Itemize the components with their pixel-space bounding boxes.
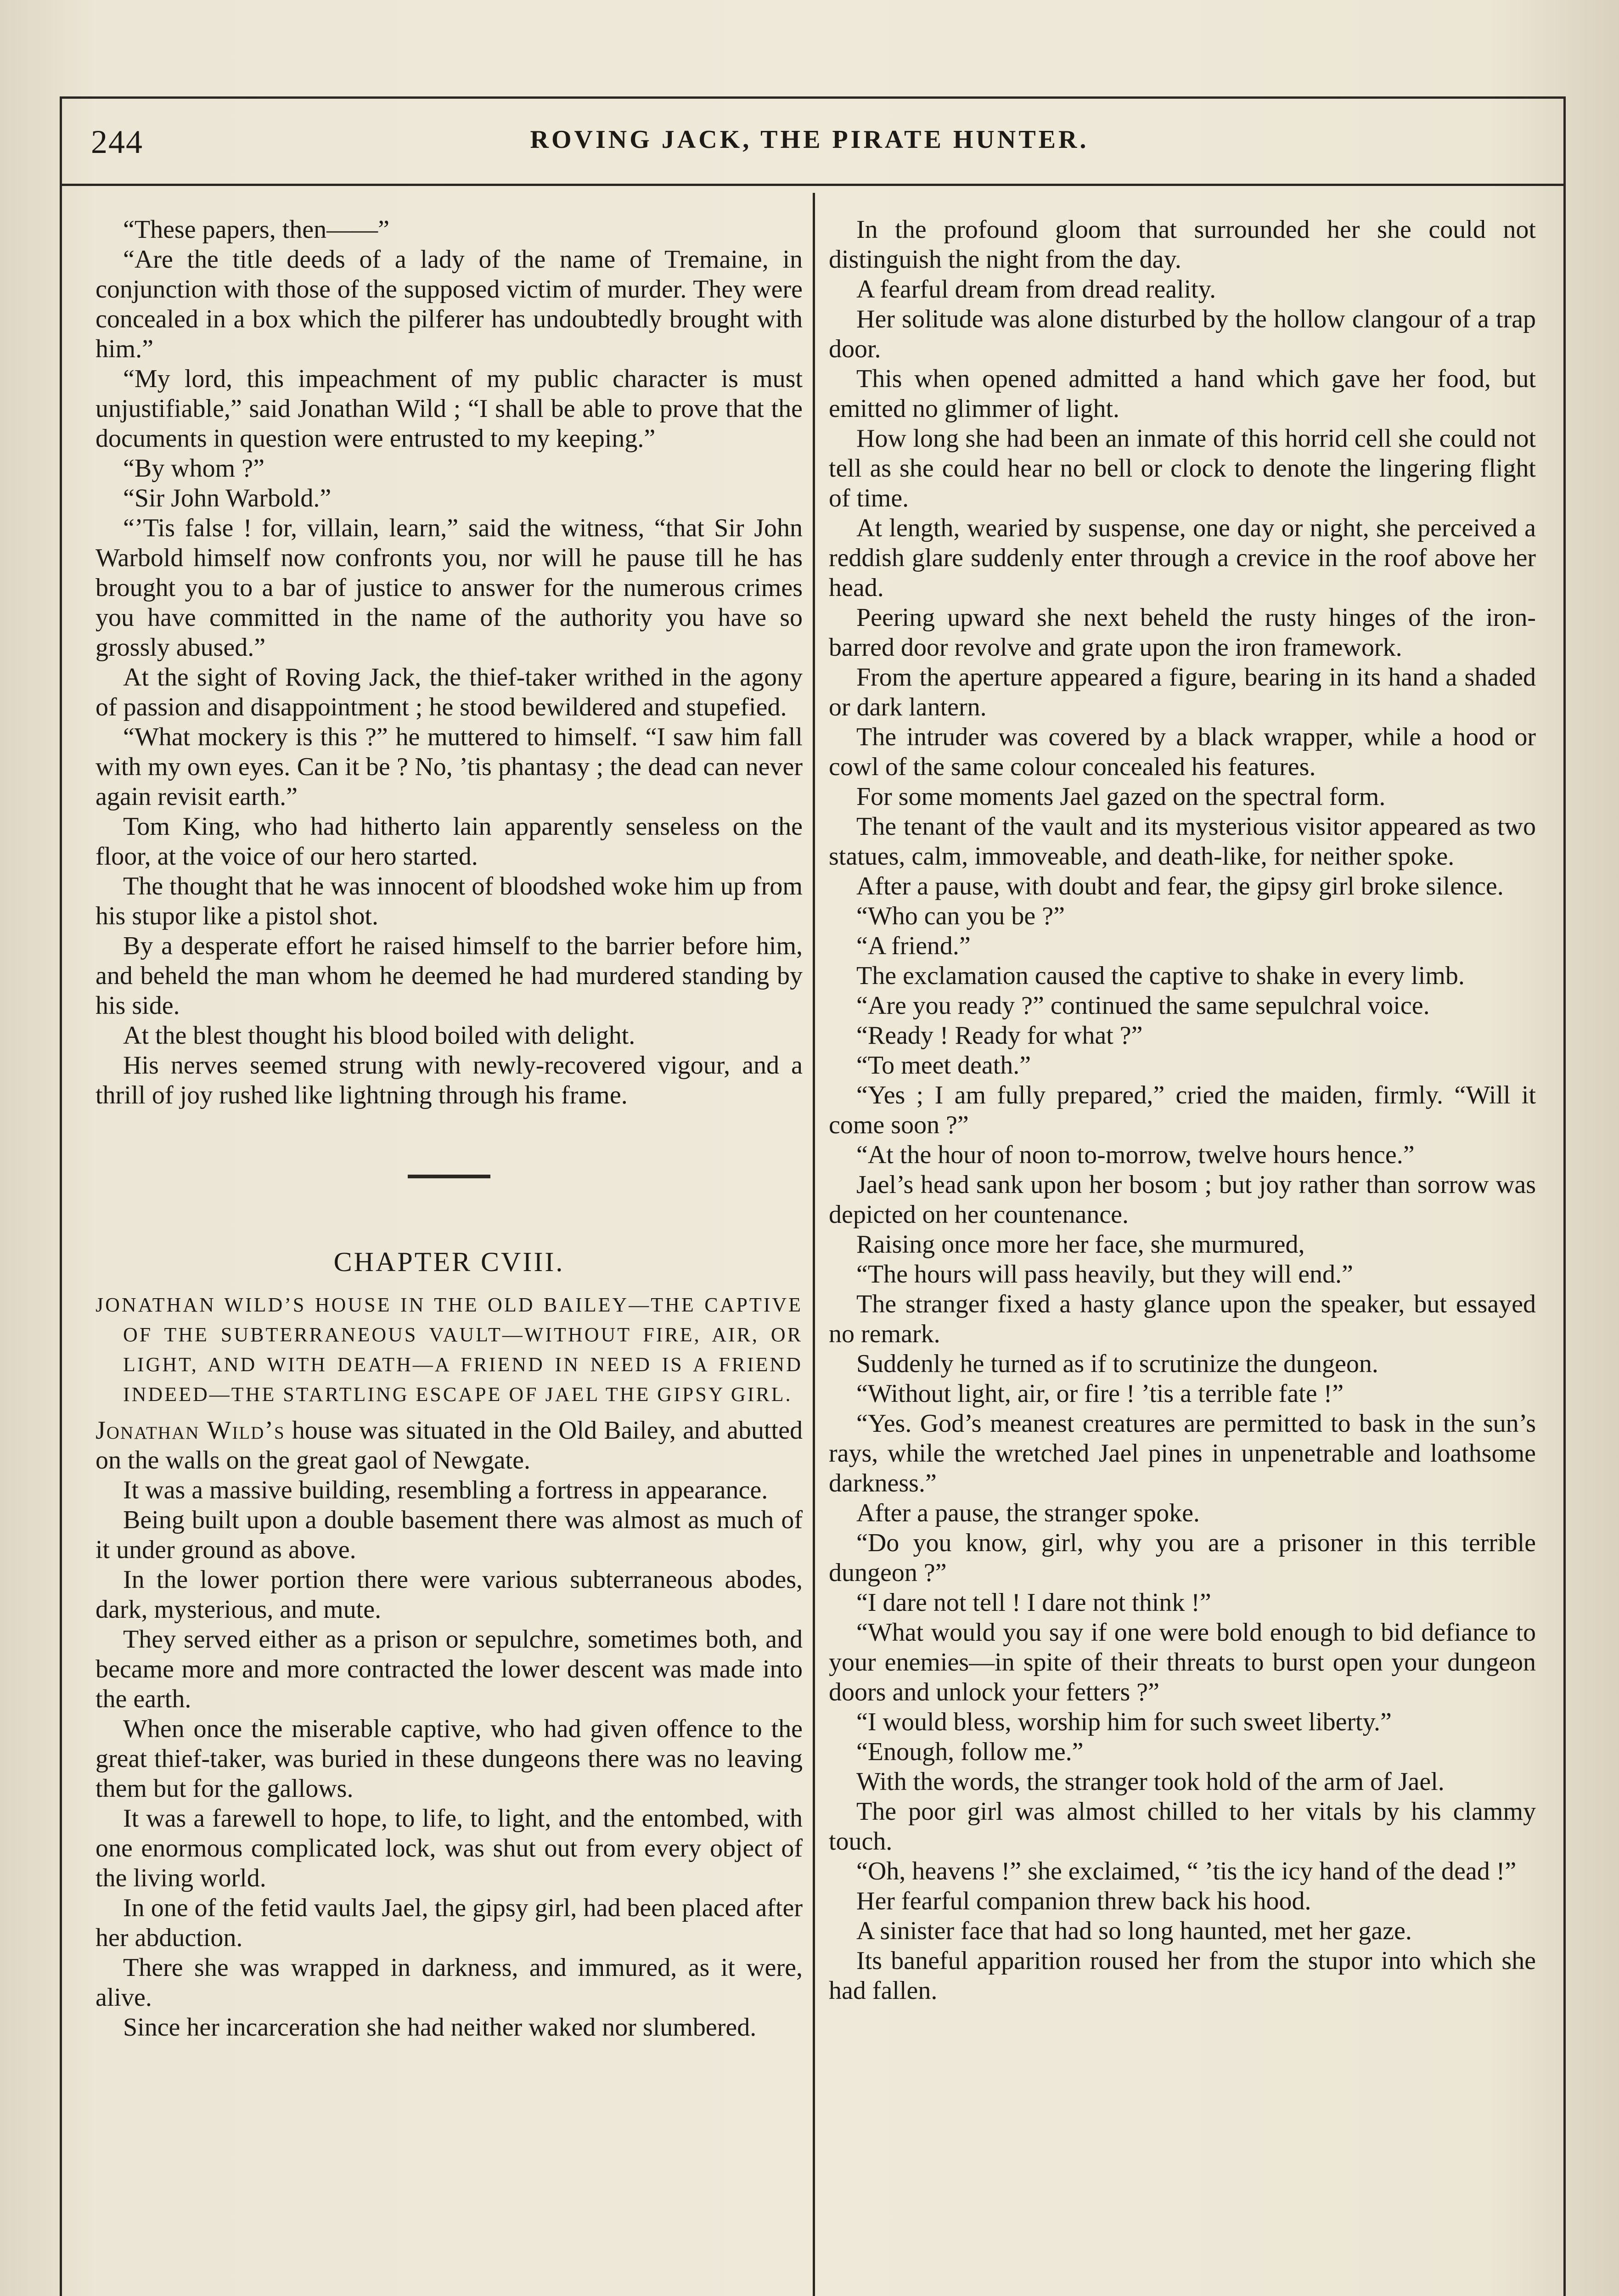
body-paragraph: The stranger fixed a hasty glance upon the speaker, but essayed no remark. <box>829 1290 1536 1348</box>
body-paragraph: Its baneful apparition roused her from the stupor into which she had fallen. <box>829 1947 1536 2005</box>
body-paragraph: At length, wearied by suspense, one day or night, she perceived a reddish glare suddenly enter through a crevice in the roof above her head. <box>829 514 1536 602</box>
body-paragraph: “At the hour of noon to-morrow, twelve hours hence.” <box>856 1141 1415 1169</box>
body-paragraph: “These papers, then——” <box>123 215 389 244</box>
right-column-text <box>829 215 1536 2006</box>
body-paragraph: “Yes ; I am fully prepared,” cried the maiden, firmly. “Will it come soon ?” <box>829 1081 1536 1139</box>
body-paragraph: “Who can you be ?” <box>856 902 1065 930</box>
running-title: ROVING JACK, THE PIRATE HUNTER. <box>530 125 1089 154</box>
chapter-opening-rest: house was situated in the Old Bailey, and abutted on the walls on the great gaol of Newgate. <box>96 1416 803 1474</box>
body-paragraph: The poor girl was almost chilled to her vitals by his clammy touch. <box>829 1797 1536 1856</box>
body-paragraph: Raising once more her face, she murmured, <box>856 1230 1305 1259</box>
body-paragraph: There she was wrapped in darkness, and immured, as it were, alive. <box>96 1953 803 2012</box>
header-rule <box>62 184 1563 186</box>
body-paragraph: “To meet death.” <box>856 1051 1031 1080</box>
body-paragraph: From the aperture appeared a figure, bearing in its hand a shaded or dark lantern. <box>829 663 1536 721</box>
body-paragraph: In one of the fetid vaults Jael, the gipsy girl, had been placed after her abduction. <box>96 1894 803 1952</box>
body-paragraph: “What mockery is this ?” he muttered to himself. “I saw him fall with my own eyes. Can it be ? No, ’tis phantasy ; the dead can never again revisit earth.” <box>96 723 803 811</box>
body-paragraph: “Enough, follow me.” <box>856 1738 1084 1766</box>
chapter-synopsis: JONATHAN WILD’S HOUSE IN THE OLD BAILEY—THE CAPTIVE OF THE SUBTERRANEOUS VAULT—WITHOUT FIRE, AIR, OR LIGHT, AND WITH DEATH—A FRIEND IN NEED IS A FRIEND INDEED—THE STARTLING ESCAPE OF JAEL THE GIPSY GIRL. <box>96 1294 803 1406</box>
body-paragraph: “I dare not tell ! I dare not think !” <box>856 1588 1211 1617</box>
section-break-rule <box>408 1175 490 1178</box>
body-paragraph: With the words, the stranger took hold of the arm of Jael. <box>856 1767 1445 1796</box>
body-paragraph: When once the miserable captive, who had given offence to the great thief-taker, was buried in these dungeons there was no leaving them but for the gallows. <box>96 1715 803 1803</box>
body-paragraph: For some moments Jael gazed on the spectral form. <box>856 782 1386 811</box>
body-paragraph: “Without light, air, or fire ! ’tis a terrible fate !” <box>856 1379 1344 1408</box>
body-paragraph: They served either as a prison or sepulchre, sometimes both, and became more and more contracted the lower descent was made into the earth. <box>96 1625 803 1713</box>
left-column <box>96 215 803 2043</box>
body-paragraph: “Yes. God’s meanest creatures are permitted to bask in the sun’s rays, while the wretched Jael pines in unpenetrable and loathsome darkness.” <box>829 1409 1536 1497</box>
page-number: 244 <box>91 124 143 160</box>
body-paragraph: Her solitude was alone disturbed by the hollow clangour of a trap door. <box>829 305 1536 363</box>
body-paragraph: The exclamation caused the captive to shake in every limb. <box>856 962 1465 990</box>
right-column <box>829 215 1536 2006</box>
body-paragraph: This when opened admitted a hand which gave her food, but emitted no glimmer of light. <box>829 365 1536 423</box>
body-paragraph: At the blest thought his blood boiled with delight. <box>123 1021 635 1050</box>
chapter-opening-lead: Jonathan Wild’s <box>96 1416 285 1445</box>
body-paragraph: “Oh, heavens !” she exclaimed, “ ’tis the icy hand of the dead !” <box>856 1857 1517 1885</box>
body-paragraph: “’Tis false ! for, villain, learn,” said the witness, “that Sir John Warbold himself now confronts you, nor will he pause till he has brought you to a bar of justice to answer for the numerous crimes you have committed in the name of the authority you have so grossly abused.” <box>96 514 803 662</box>
body-paragraph: The tenant of the vault and its mysterious visitor appeared as two statues, calm, immoveable, and death-like, for neither spoke. <box>829 812 1536 871</box>
body-paragraph: “The hours will pass heavily, but they will end.” <box>856 1260 1353 1289</box>
column-divider <box>813 193 815 2296</box>
body-paragraph: By a desperate effort he raised himself to the barrier before him, and beheld the man whom he deemed he had murdered standing by his side. <box>96 932 803 1020</box>
body-paragraph: Suddenly he turned as if to scrutinize the dungeon. <box>856 1350 1378 1378</box>
body-paragraph: “Do you know, girl, why you are a prisoner in this terrible dungeon ?” <box>829 1529 1536 1587</box>
body-paragraph: In the lower portion there were various subterraneous abodes, dark, mysterious, and mute. <box>96 1565 803 1624</box>
body-paragraph: “By whom ?” <box>123 454 264 483</box>
body-paragraph: After a pause, the stranger spoke. <box>856 1499 1200 1527</box>
body-paragraph: A sinister face that had so long haunted, met her gaze. <box>856 1917 1412 1945</box>
body-paragraph: Since her incarceration she had neither waked nor slumbered. <box>123 2013 757 2042</box>
body-paragraph: “Ready ! Ready for what ?” <box>856 1021 1143 1050</box>
body-paragraph: After a pause, with doubt and fear, the gipsy girl broke silence. <box>856 872 1504 900</box>
body-paragraph: Tom King, who had hitherto lain apparently senseless on the floor, at the voice of our hero started. <box>96 812 803 871</box>
body-paragraph: It was a massive building, resembling a fortress in appearance. <box>123 1476 768 1504</box>
body-paragraph: “My lord, this impeachment of my public character is must unjustifiable,” said Jonathan Wild ; “I shall be able to prove that the documents in question were entrusted to my keeping.” <box>96 365 803 453</box>
body-paragraph: Her fearful companion threw back his hood. <box>856 1887 1311 1915</box>
body-paragraph: In the profound gloom that surrounded her she could not distinguish the night from the day. <box>829 215 1536 274</box>
body-paragraph: The intruder was covered by a black wrapper, while a hood or cowl of the same colour concealed his features. <box>829 723 1536 781</box>
body-paragraph: Being built upon a double basement there was almost as much of it under ground as above. <box>96 1506 803 1564</box>
chapter-title: CHAPTER CVIII. <box>333 1247 565 1277</box>
body-paragraph: The thought that he was innocent of bloodshed woke him up from his stupor like a pistol shot. <box>96 872 803 930</box>
body-paragraph: It was a farewell to hope, to life, to light, and the entombed, with one enormous complicated lock, was shut out from every object of the living world. <box>96 1804 803 1892</box>
body-paragraph: A fearful dream from dread reality. <box>856 275 1216 304</box>
body-paragraph: “Are you ready ?” continued the same sepulchral voice. <box>856 991 1430 1020</box>
body-paragraph: His nerves seemed strung with newly-recovered vigour, and a thrill of joy rushed like lightning through his frame. <box>96 1051 803 1109</box>
chapter-opening-paragraph <box>96 1416 803 1475</box>
body-paragraph: “Sir John Warbold.” <box>123 484 332 512</box>
left-column-text-before-break <box>96 215 803 1110</box>
body-paragraph: “A friend.” <box>856 932 971 960</box>
body-paragraph: “Are the title deeds of a lady of the name of Tremaine, in conjunction with those of the supposed victim of murder. They were concealed in a box which the pilferer has undoubtedly brought with him.” <box>96 245 803 363</box>
body-paragraph: Peering upward she next beheld the rusty hinges of the iron-barred door revolve and grate upon the iron framework. <box>829 603 1536 662</box>
body-paragraph: Jael’s head sank upon her bosom ; but joy rather than sorrow was depicted on her countenance. <box>829 1171 1536 1229</box>
left-column-text-after-break <box>96 1475 803 2043</box>
body-paragraph: At the sight of Roving Jack, the thief-taker writhed in the agony of passion and disappointment ; he stood bewildered and stupefied. <box>96 663 803 721</box>
body-paragraph: “I would bless, worship him for such sweet liberty.” <box>856 1708 1392 1736</box>
body-paragraph: “What would you say if one were bold enough to bid defiance to your enemies—in spite of their threats to burst open your dungeon doors and unlock your fetters ?” <box>829 1618 1536 1706</box>
body-paragraph: How long she had been an inmate of this horrid cell she could not tell as she could hear no bell or clock to denote the lingering flight of time. <box>829 424 1536 512</box>
